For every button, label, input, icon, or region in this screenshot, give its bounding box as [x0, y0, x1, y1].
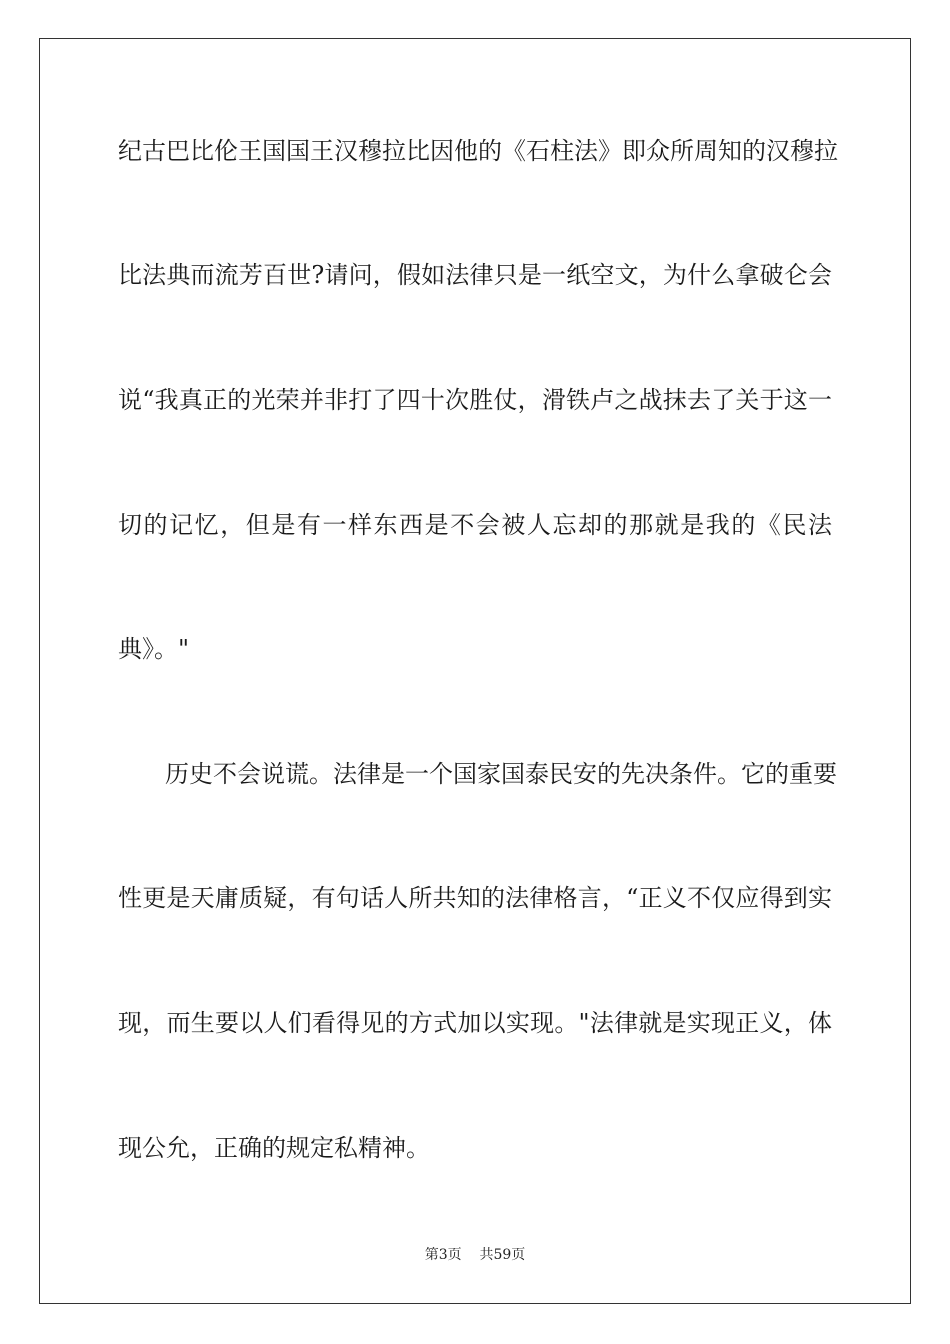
- page-number: 第3页: [424, 1247, 462, 1263]
- paragraph-line: 说“我真正的光荣并非打了四十次胜仗，滑铁卢之战抹去了关于这一: [118, 386, 832, 414]
- page-total: 共59页: [479, 1247, 526, 1263]
- paragraph-line: 纪古巴比伦王国国王汉穆拉比因他的《石柱法》即众所周知的汉穆拉: [118, 137, 838, 165]
- paragraph-line: 典》。": [118, 635, 190, 663]
- paragraph-line: 历史不会说谎。法律是一个国家国泰民安的先决条件。它的重要: [165, 760, 837, 788]
- paragraph-line: 比法典而流芳百世?请问，假如法律只是一纸空文，为什么拿破仑会: [118, 261, 832, 289]
- page-border: [39, 38, 911, 1304]
- paragraph-line: 现，而生要以人们看得见的方式加以实现。"法律就是实现正义，体: [118, 1009, 832, 1037]
- paragraph-line: 切的记忆，但是有一样东西是不会被人忘却的那就是我的《民法: [118, 511, 832, 539]
- paragraph-line: 现公允，正确的规定私精神。: [118, 1134, 430, 1162]
- page-footer: [0, 1246, 950, 1264]
- paragraph-line: 性更是天庸质疑，有句话人所共知的法律格言，“正义不仅应得到实: [118, 884, 832, 912]
